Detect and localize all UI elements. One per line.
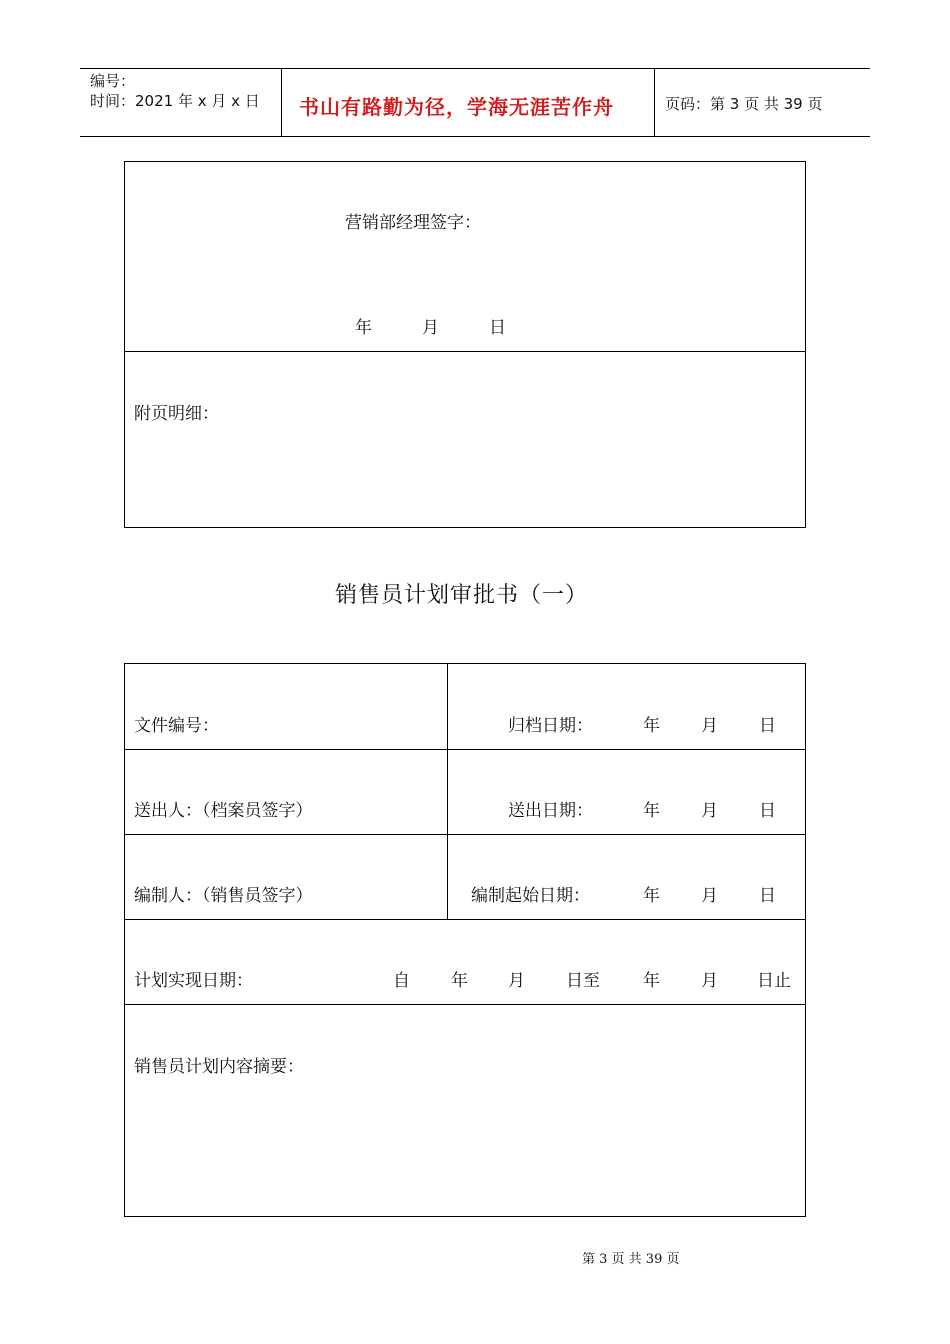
form-row-divider-2 xyxy=(124,834,806,835)
plan-date-start-month: 月 xyxy=(508,971,525,991)
page-footer: 第 3 页 共 39 页 xyxy=(582,1252,680,1267)
archive-date-day: 日 xyxy=(759,716,776,736)
form-row-divider-3 xyxy=(124,919,806,920)
approval-form-box xyxy=(124,663,806,1217)
plan-date-label: 计划实现日期： xyxy=(134,971,253,991)
manager-sign-month: 月 xyxy=(422,318,439,338)
send-date-day: 日 xyxy=(759,801,776,821)
header-number-label: 编号： xyxy=(90,72,136,90)
form-row-divider-4 xyxy=(124,1004,806,1005)
manager-sign-day: 日 xyxy=(489,318,506,338)
plan-date-start-day-to: 日至 xyxy=(566,971,600,991)
form-row-divider-1 xyxy=(124,749,806,750)
form-column-divider xyxy=(447,663,448,919)
plan-date-end-year: 年 xyxy=(643,971,660,991)
header-motto: 书山有路勤为径，学海无涯苦作舟 xyxy=(299,95,614,119)
compile-start-day: 日 xyxy=(759,886,776,906)
page-title: 销售员计划审批书（一） xyxy=(335,583,589,608)
attachment-label: 附页明细： xyxy=(134,404,219,424)
header-divider-right xyxy=(654,68,655,136)
manager-sign-label: 营销部经理签字： xyxy=(345,213,481,233)
plan-date-end-month: 月 xyxy=(701,971,718,991)
plan-date-start-year: 年 xyxy=(451,971,468,991)
header-page-label: 页码：第 3 页 共 39 页 xyxy=(665,95,823,113)
send-date-label: 送出日期： xyxy=(508,801,593,821)
archive-date-label: 归档日期： xyxy=(508,716,593,736)
compile-start-year: 年 xyxy=(643,886,660,906)
doc-number-label: 文件编号： xyxy=(134,716,219,736)
plan-date-end-day: 日止 xyxy=(757,971,791,991)
header-bottom-rule xyxy=(80,136,870,137)
manager-sign-year: 年 xyxy=(355,318,372,338)
send-date-month: 月 xyxy=(701,801,718,821)
header-divider-left xyxy=(281,68,282,136)
header-top-rule xyxy=(80,68,870,69)
archive-date-year: 年 xyxy=(643,716,660,736)
plan-date-from: 自 xyxy=(393,971,410,991)
compile-start-label: 编制起始日期： xyxy=(471,886,590,906)
header-time-label: 时间：2021 年 x 月 x 日 xyxy=(90,92,260,110)
sender-label: 送出人：（档案员签字） xyxy=(134,801,313,821)
compile-start-month: 月 xyxy=(701,886,718,906)
send-date-year: 年 xyxy=(643,801,660,821)
top-form-divider xyxy=(124,351,806,352)
compiler-label: 编制人：（销售员签字） xyxy=(134,886,313,906)
plan-summary-label: 销售员计划内容摘要： xyxy=(134,1057,304,1077)
archive-date-month: 月 xyxy=(701,716,718,736)
